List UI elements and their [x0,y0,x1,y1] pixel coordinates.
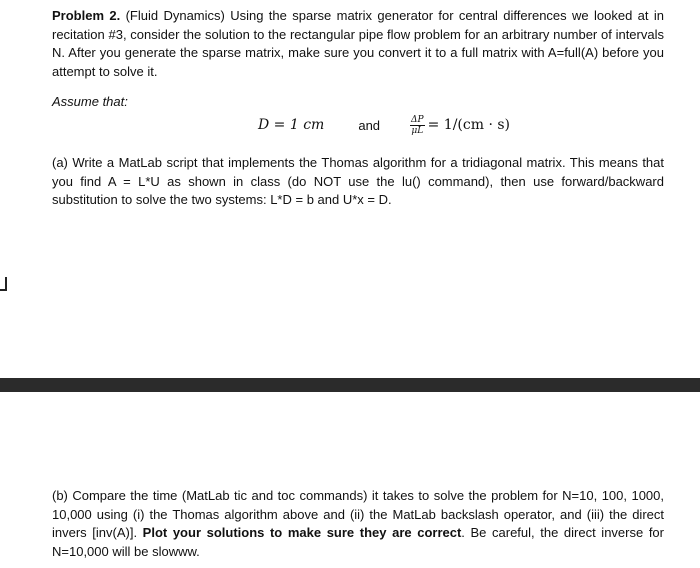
fraction-numerator: ΔP [411,114,424,125]
part-b-paragraph [52,487,664,561]
part-a-text: (a) Write a MatLab script that implements the Thomas algorithm for a tridiagonal matrix. This means that you find A = L*U as shown in class (do NOT use the lu() command), then use forward/backward substitution to solve the two systems: L*D = b and U*x = D. [52,155,664,207]
equation-conjunction: and [358,117,381,133]
assumptions-label: Assume that: [52,94,128,109]
diameter-equation: D = 1 cm [258,117,325,133]
page-separator-bar [0,378,700,392]
part-b-emphasis: Plot your solutions to make sure they are correct [142,525,462,540]
margin-bracket-mark [0,277,7,291]
pressure-equation-rhs: = 1/(cm · s) [427,117,510,133]
problem-label: Problem 2. [52,8,121,23]
assumption-equations [258,112,510,138]
pressure-fraction [410,115,425,136]
fraction-denominator: μL [411,125,424,136]
problem-statement [52,7,664,81]
part-b-text-end: . Be careful, the direct inverse for N=10,000 will be slowww. [52,525,664,559]
problem-intro-text: (Fluid Dynamics) Using the sparse matrix generator for central differences we looked at in recitation #3, consider the solution to the rectangular pipe flow problem for an arbitrary number of intervals N. After you generate the sparse matrix, make sure you convert it to a full matrix with A=full(A) before you attempt to solve it. [52,8,664,79]
part-b-text: (b) Compare the time (MatLab tic and toc commands) it takes to solve the problem for N=10, 100, 1000, 10,000 using (i) the Thomas algorithm above and (ii) the MatLab backslash operator, and (iii) the direct invers [inv(A)]. [52,488,664,540]
